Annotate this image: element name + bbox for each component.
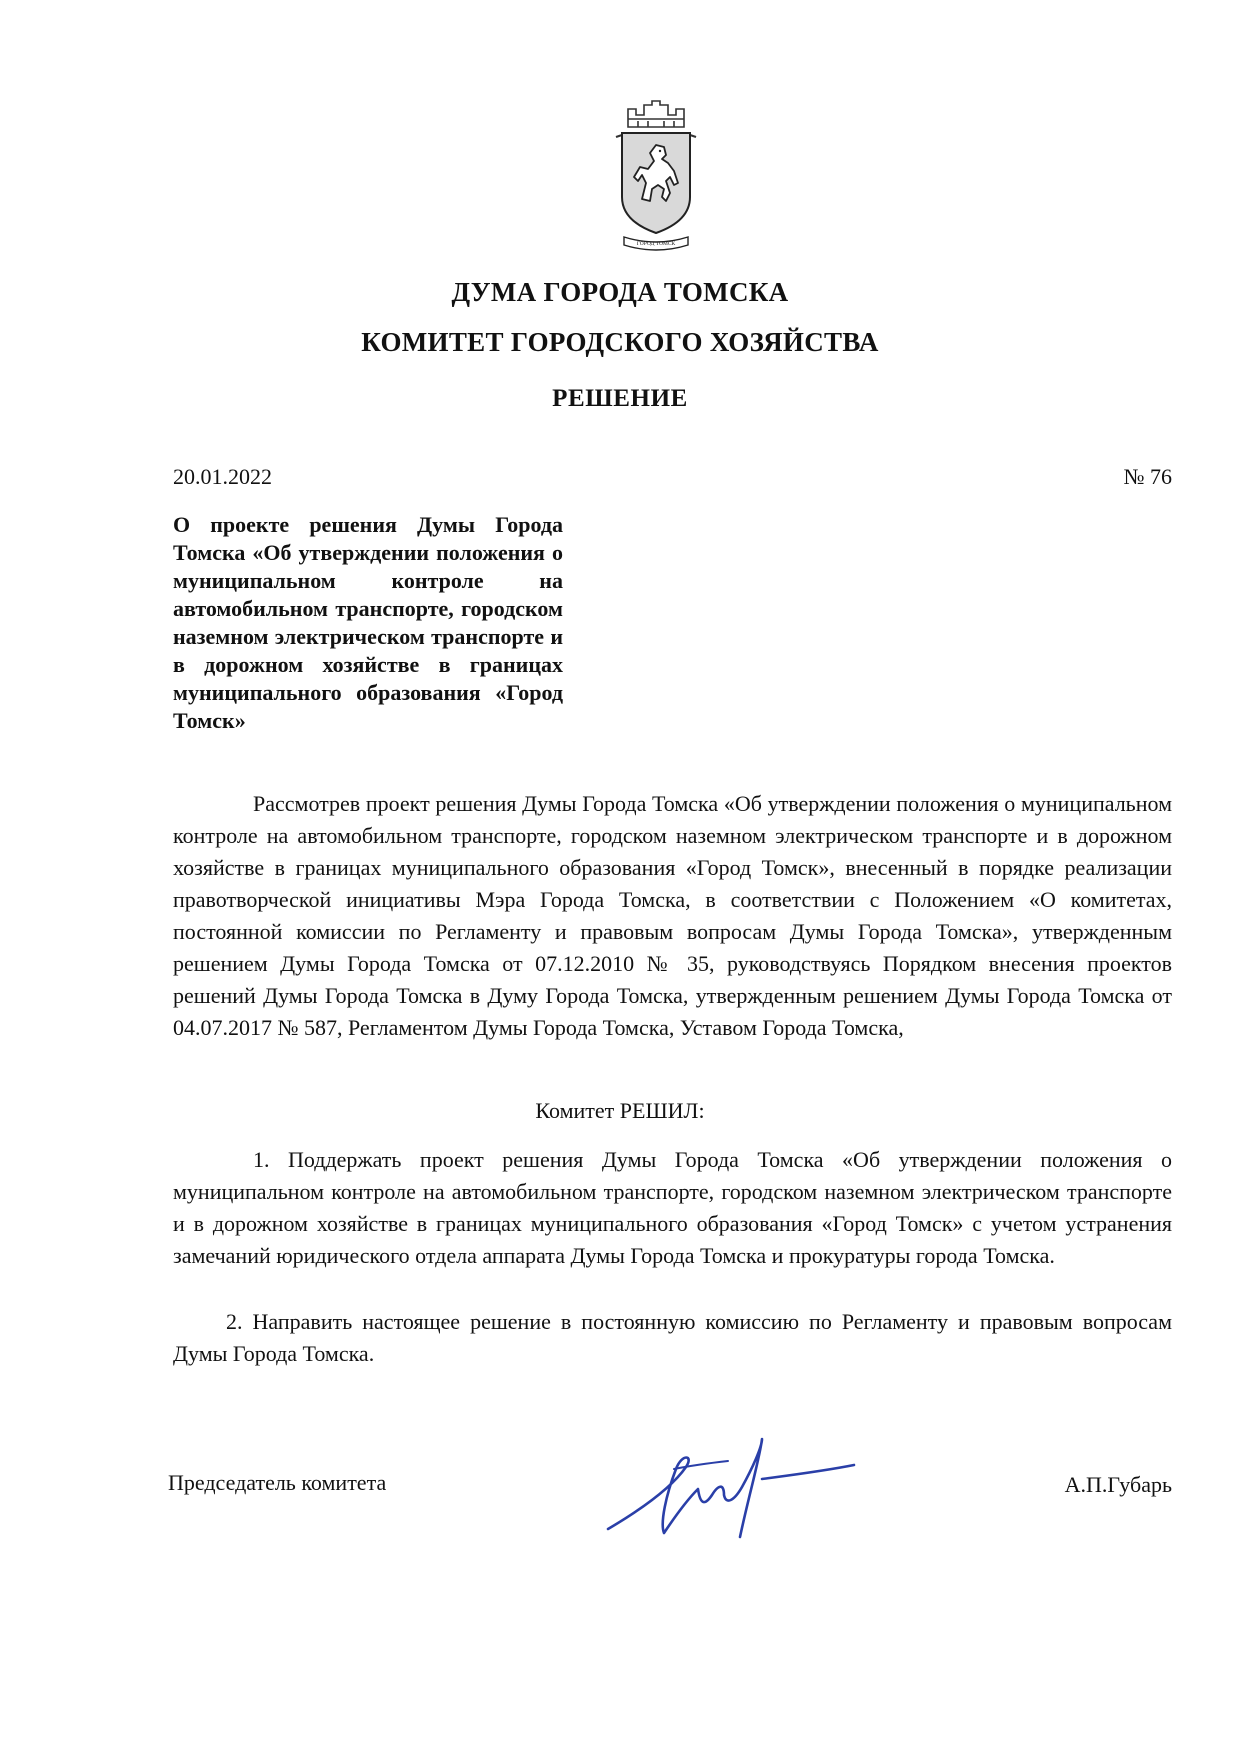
document-type-title: РЕШЕНИЕ (552, 385, 688, 412)
organization-title: ДУМА ГОРОДА ТОМСКА (451, 277, 789, 307)
preamble-paragraph: Рассмотрев проект решения Думы Города Томска «Об утверждении положения о муниципальном контроле на автомобильном транспорте, городском наземном электрическом транспорте и в дорожном хозяйстве в границах муниципального образования «Город Томск», внесенный в порядке реализации правотворческой инициативы Мэра Города Томска, в соответствии с Положением «О комитетах, постоянной комиссии по Регламенту и правовым вопросам Думы Города Томска», утвержденным решением Думы Города Томска от 07.12.2010 № 35, руководствуясь Порядком внесения проектов решений Думы Города Томска в Думу Города Томска, утвержденным решением Думы Города Томска от 04.07.2017 № 587, Регламентом Думы Города Томска, Уставом Города Томска, (173, 791, 1172, 1040)
signatory-role: Председатель комитета (168, 1470, 387, 1495)
document-date: 20.01.2022 (173, 464, 272, 489)
signatory-name: А.П.Губарь (1064, 1472, 1172, 1497)
handwritten-signature (602, 1425, 860, 1545)
emblem-motto: ГОРОД ТОМСК (636, 241, 676, 247)
committee-title: КОМИТЕТ ГОРОДСКОГО ХОЗЯЙСТВА (361, 327, 879, 357)
decision-item: 1. Поддержать проект решения Думы Города Томска «Об утверждении положения о муниципальном контроле на автомобильном транспорте, городском наземном электрическом транспорте и в дорожном хозяйстве в границах муниципального образования «Город Томск» с учетом устранения замечаний юридического отдела аппарата Думы Города Томска и прокуратуры города Томска. (173, 1147, 1172, 1268)
city-coat-of-arms-icon (608, 97, 704, 253)
decision-heading: Комитет РЕШИЛ: (535, 1098, 705, 1123)
decision-item: 2. Направить настоящее решение в постоянную комиссию по Регламенту и правовым вопросам Думы Города Томска. (173, 1309, 1172, 1366)
document-number: № 76 (1123, 464, 1172, 489)
document-subject: О проекте решения Думы Города Томска «Об утверждении положения о муниципальном контроле на автомобильном транспорте, городском наземном электрическом транспорте и в дорожном хозяйстве в границах муниципального образования «Город Томск» (173, 512, 563, 733)
